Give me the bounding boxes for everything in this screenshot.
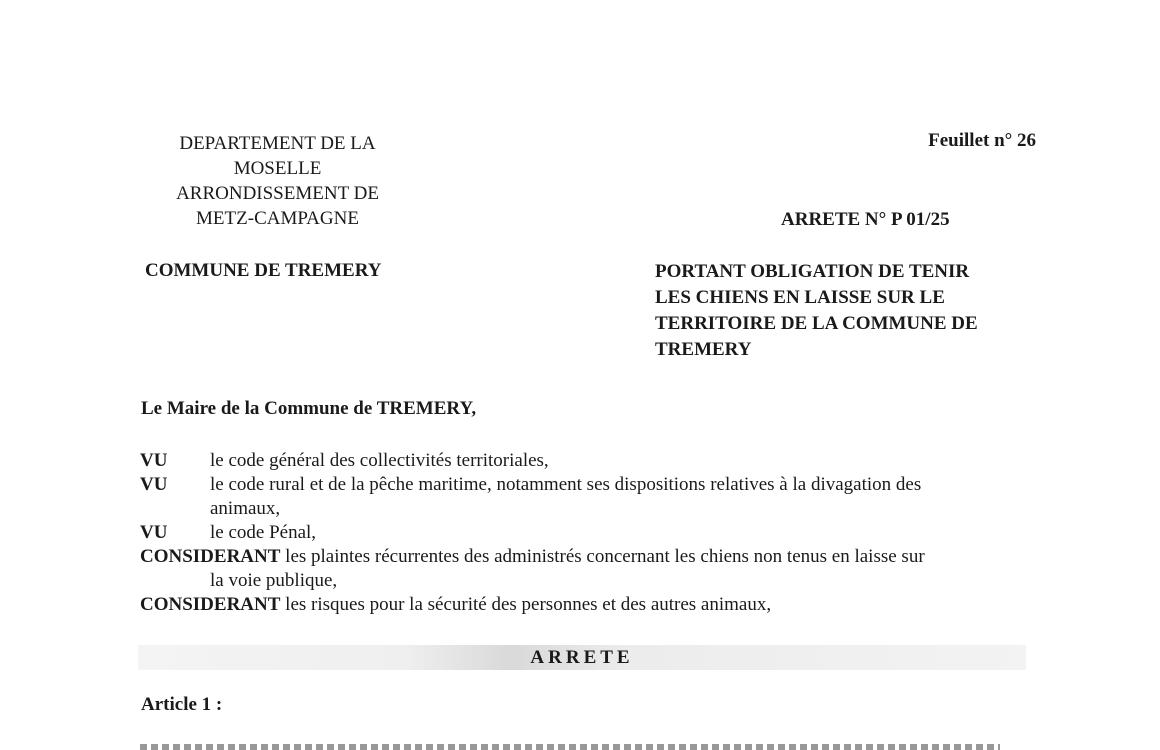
subject-line: TERRITOIRE DE LA COMMUNE DE [655,313,978,334]
article-heading: Article 1 : [141,694,223,715]
truncated-text-line [140,740,1000,750]
visa-key: VU [140,450,168,471]
commune-name: COMMUNE DE TREMERY [145,260,382,281]
considerant-text: les risques pour la sécurité des personnes et des autres animaux, [285,594,772,615]
visa-item [140,473,1040,521]
decree-section-title: ARRETE [530,647,634,668]
header-line: METZ-CAMPAGNE [196,208,359,229]
subject-line: TREMERY [655,339,752,360]
header-line: MOSELLE [233,158,322,179]
visa-key: VU [140,474,168,495]
considerant-item [140,545,1040,593]
considerant-text: les plaintes récurrentes des administrés concernant les chiens non tenus en laisse sur [285,546,925,567]
considerant-key: CONSIDERANT [140,546,281,567]
visa-text: le code général des collectivités territoriales, [210,450,549,471]
header-line: ARRONDISSEMENT DE [176,183,379,204]
subject-line: LES CHIENS EN LAISSE SUR LE [655,287,945,308]
visa-item [140,521,1040,545]
decree-section-bar [138,645,1026,670]
subject-line: PORTANT OBLIGATION DE TENIR [655,261,970,282]
mayor-heading: Le Maire de la Commune de TREMERY, [141,398,477,419]
visa-text: le code Pénal, [210,522,317,543]
legal-basis-list [140,449,1040,617]
decree-subject [655,259,1055,363]
visa-text-cont: animaux, [210,498,281,519]
visa-item [140,449,1040,473]
decree-number: ARRETE N° P 01/25 [781,209,950,230]
visa-key: VU [140,522,168,543]
considerant-key: CONSIDERANT [140,594,281,615]
considerant-item [140,593,1040,617]
sheet-number: Feuillet n° 26 [928,130,1036,151]
visa-text: le code rural et de la pêche maritime, notamment ses dispositions relatives à la divagation des [210,474,922,495]
considerant-text-cont: la voie publique, [210,570,338,591]
header-line: DEPARTEMENT DE LA [179,133,376,154]
prefecture-header [140,131,415,231]
